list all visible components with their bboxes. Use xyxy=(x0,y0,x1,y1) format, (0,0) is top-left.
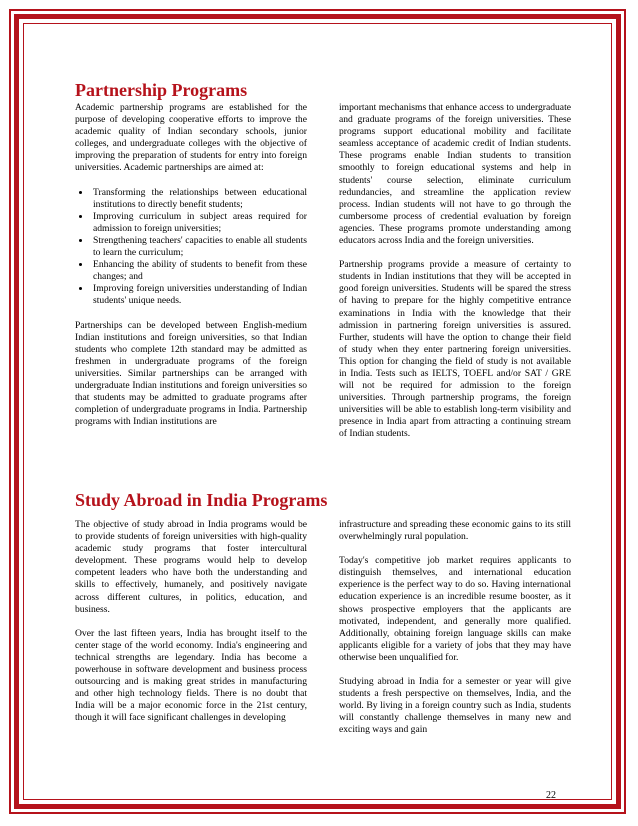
section1-right-column xyxy=(339,102,571,453)
section1-bullet-list xyxy=(75,187,307,308)
section2-right-column xyxy=(339,519,571,749)
bullet-item: • Enhancing the ability of students to benefit from these changes; and xyxy=(91,259,307,283)
section1-right-paragraph: important mechanisms that enhance access to undergraduate and graduate programs of the foreign universities. These programs support educational mobility and facilitate seamless acceptance of academic credit of Indian students. These programs enable Indian students to transition smoothly to foreign educational systems and help in students' course selection, eliminate curriculum redundancies, and streamline the application review process. Indian students will not have to go through the cumbersome process of credential evaluation by foreign agencies. These programs promote understanding among educators across India and the foreign universities. xyxy=(339,102,571,247)
bullet-item: • Transforming the relationships between educational institutions to directly benefit students; xyxy=(91,187,307,211)
section2-right-paragraph: Today's competitive job market requires applicants to distinguish themselves, and international education experience is the perfect way to do so. Having international education experience is an incredible resume booster, as it shows prospective employers that the applicants are motivated, independent, and generally more qualified. Additionally, obtaining foreign language skills can make applicants eligible for a variety of jobs that they may have otherwise been unqualified for. xyxy=(339,555,571,663)
section1-left-column xyxy=(75,102,307,440)
section2-left-column xyxy=(75,519,307,737)
bullet-item: • Strengthening teachers' capacities to enable all students to learn the curriculum; xyxy=(91,235,307,259)
section2-left-paragraph: Over the last fifteen years, India has brought itself to the center stage of the world economy. India's engineering and technical strengths are legendary. India has become a powerhouse in software development and business process outsourcing and is making great strides in manufacturing and other high technology fields. There is no doubt that India will be a major economic force in the 21st century, though it will face significant challenges in developing xyxy=(75,627,307,724)
bullet-item: • Improving foreign universities understanding of Indian students' unique needs. xyxy=(91,283,307,307)
section2-left-paragraph: The objective of study abroad in India programs would be to provide students of foreign universities with high-quality academic study programs that foster intercultural development. These programs would help to develop competent leaders who have both the understanding and skills to effectively, humanely, and positively navigate across different cultures, in politics, education, and business. xyxy=(75,519,307,615)
section-heading-partnership-programs: Partnership Programs xyxy=(75,80,248,100)
section1-intro-paragraph: Academic partnership programs are established for the purpose of developing cooperative efforts to improve the academic quality of Indian secondary schools, junior colleges, and undergraduate colleges with the objective of improving the preparation of students for entry into foreign universities. Academic partnerships are aimed at: xyxy=(75,102,307,174)
section1-partnerships-paragraph: Partnerships can be developed between English-medium Indian institutions and foreign universities, so that Indian students who complete 12th standard may be admitted as freshmen in undergraduate programs of the foreign universities. Similar partnerships can be arranged with undergraduate Indian institutions and foreign universities so that students may be admitted to graduate programs after completion of undergraduate programs in India. Partnership programs with Indian institutions are xyxy=(75,319,307,428)
section-heading-study-abroad: Study Abroad in India Programs xyxy=(75,490,328,510)
section1-right-paragraph: Partnership programs provide a measure of certainty to students in Indian institutions that they will be accepted in good foreign universities. Students will be spared the stress of having to prepare for the highly competitive entrance examinations in India with the knowledge that their admission in partnering foreign universities is assured. Further, students will have the option to change their field of study when they enter partnering foreign universities. This option for changing the field of study is not available in India. Tests such as IELTS, TOEFL and/or SAT / GRE will not be required for admission to the foreign universities. Through partnership programs, the foreign universities will be able to establish long-term visibility and presence in India apart from attracting a continuing stream of Indian students. xyxy=(339,259,571,440)
bullet-item: • Improving curriculum in subject areas required for admission to foreign universities; xyxy=(91,211,307,235)
section2-right-paragraph: infrastructure and spreading these economic gains to its still overwhelmingly rural population. xyxy=(339,519,571,543)
page-number: 22 xyxy=(546,790,556,801)
section2-right-paragraph: Studying abroad in India for a semester or year will give students a fresh perspective on themselves, India, and the world. By living in a foreign country such as India, students will constantly challenge themselves in many new and exciting ways and gain xyxy=(339,676,571,736)
